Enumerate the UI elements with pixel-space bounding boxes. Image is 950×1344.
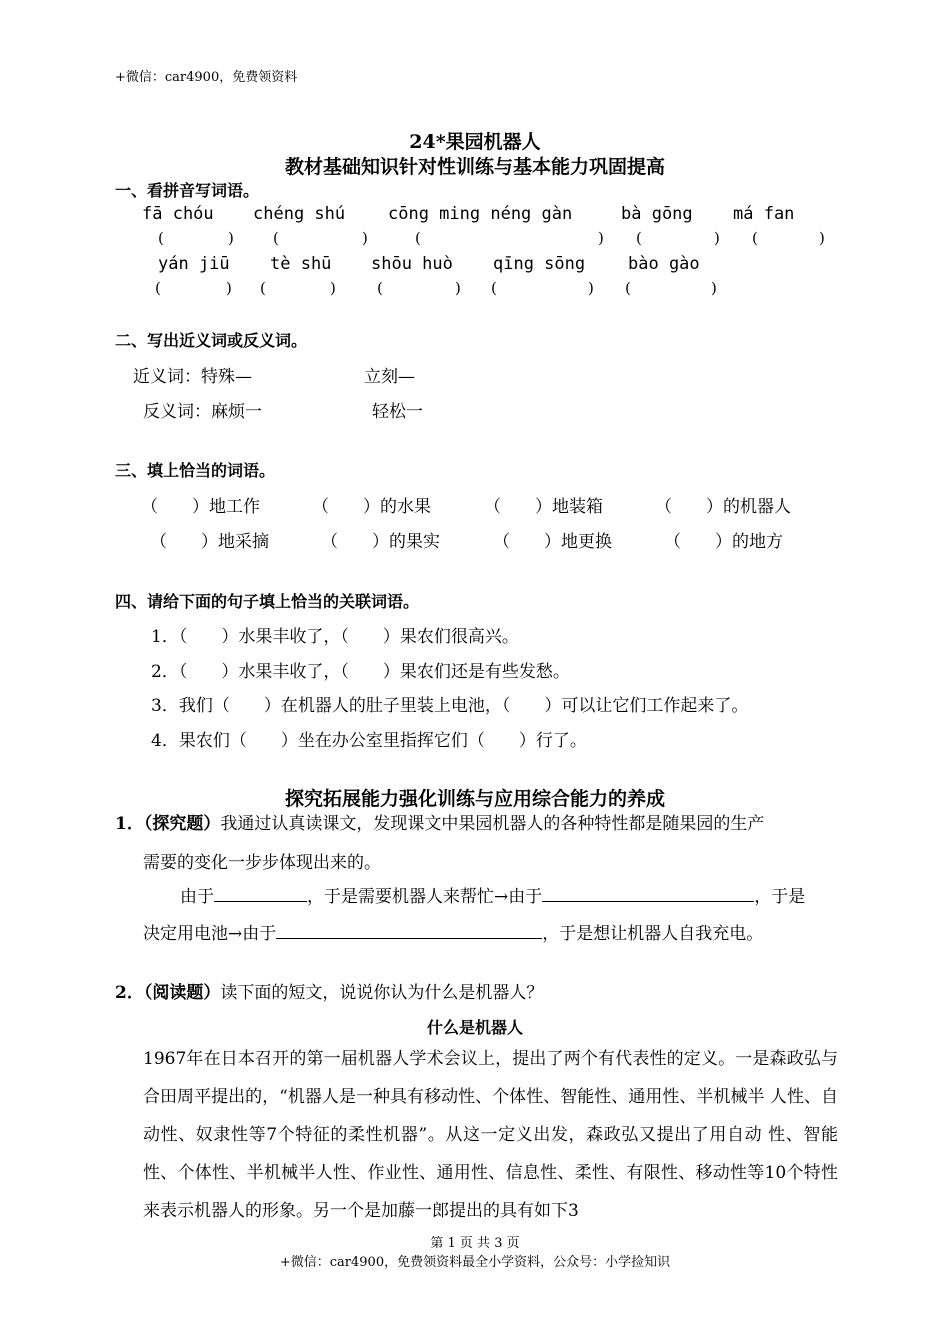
section-1-heading: 一、看拼音写词语。 xyxy=(115,181,260,200)
paren-open: ( xyxy=(491,279,497,297)
paren-open: ( xyxy=(636,229,642,247)
fill-item: （ ）地装箱 xyxy=(484,497,603,517)
antonym-word-2: 轻松一 xyxy=(372,402,423,422)
paren-open: ( xyxy=(625,279,631,297)
fill-item: （ ）地工作 xyxy=(141,497,260,517)
question-1-label: 1．（探究题） xyxy=(115,814,221,834)
paren-close: ) xyxy=(714,229,720,247)
part-2-title: 探究拓展能力强化训练与应用综合能力的养成 xyxy=(284,788,665,810)
question-1 xyxy=(115,809,764,834)
question-1-fill-line-2: 决定用电池→由于 ，于是想让机器人自我充电。 xyxy=(143,919,763,944)
answer-blank[interactable] xyxy=(214,883,307,902)
fill-item: （ ）地更换 xyxy=(493,532,612,552)
paren-open: ( xyxy=(415,229,421,247)
paren-close: ) xyxy=(226,279,232,297)
fill-item: （ ）的机器人 xyxy=(655,497,791,517)
page-title: 24*果园机器人 xyxy=(409,131,541,153)
question-2-text: 读下面的短文，说说你认为什么是机器人？ xyxy=(220,983,544,1003)
paren-open: ( xyxy=(158,229,164,247)
fill-item: （ ）地采摘 xyxy=(150,532,269,552)
pinyin-item: chéng shú xyxy=(253,204,346,224)
paren-close: ) xyxy=(588,279,594,297)
paren-close: ) xyxy=(819,229,825,247)
paren-open: ( xyxy=(273,229,279,247)
pinyin-item: bà gōng xyxy=(621,204,693,224)
paren-open: ( xyxy=(752,229,758,247)
header-note: +微信：car4900，免费领资料 xyxy=(115,70,298,85)
answer-blank[interactable] xyxy=(542,883,754,902)
pinyin-item: má fan xyxy=(733,204,795,224)
conjunction-item: 4．果农们（ ）坐在办公室里指挥它们（ ）行了。 xyxy=(151,731,587,751)
pinyin-item: tè shū xyxy=(270,254,332,274)
paren-close: ) xyxy=(711,279,717,297)
pinyin-item: yán jiū xyxy=(158,254,230,274)
fill-item: （ ）的果实 xyxy=(321,532,440,552)
answer-blank[interactable] xyxy=(276,920,542,939)
conjunction-item: 3．我们（ ）在机器人的肚子里装上电池，（ ）可以让它们工作起来了。 xyxy=(151,696,749,716)
fill-item: （ ）的水果 xyxy=(312,497,431,517)
paren-close: ) xyxy=(228,229,234,247)
page-number: 第 1 页 共 3 页 xyxy=(430,1236,520,1251)
fill-item: （ ）的地方 xyxy=(664,532,783,552)
pinyin-item: shōu huò xyxy=(371,254,453,274)
question-2-label: 2．（阅读题） xyxy=(115,983,221,1003)
paren-close: ) xyxy=(330,279,336,297)
question-1-text: 我通过认真读课文，发现课文中果园机器人的各种特性都是随果园的生产 xyxy=(220,814,765,834)
page-subtitle: 教材基础知识针对性训练与基本能力巩固提高 xyxy=(284,156,665,178)
paren-open: ( xyxy=(377,279,383,297)
pinyin-item: cōng ming néng gàn xyxy=(388,204,573,224)
conjunction-item: 2．（ ）水果丰收了，（ ）果农们还是有些发愁。 xyxy=(151,662,570,682)
synonym-word-2: 立刻— xyxy=(364,367,415,387)
section-4-heading: 四、请给下面的句子填上恰当的关联词语。 xyxy=(115,592,420,611)
paren-close: ) xyxy=(362,229,368,247)
question-1-fill-line: 由于 ，于是需要机器人来帮忙→由于 ，于是 xyxy=(180,882,805,907)
question-2 xyxy=(115,978,543,1003)
section-2-heading: 二、写出近义词或反义词。 xyxy=(115,331,308,350)
passage-title: 什么是机器人 xyxy=(426,1018,523,1037)
paren-open: ( xyxy=(155,279,161,297)
section-3-heading: 三、填上恰当的词语。 xyxy=(115,461,276,480)
paren-close: ) xyxy=(455,279,461,297)
paren-close: ) xyxy=(598,229,604,247)
synonym-line: 近义词：特殊— xyxy=(133,367,252,387)
paren-open: ( xyxy=(260,279,266,297)
pinyin-item: qīng sōng xyxy=(493,254,586,274)
conjunction-item: 1．（ ）水果丰收了，（ ）果农们很高兴。 xyxy=(151,627,519,647)
pinyin-item: fā chóu xyxy=(142,204,214,224)
pinyin-item: bào gào xyxy=(628,254,700,274)
passage-text: 1967年在日本召开的第一届机器人学术会议上，提出了两个有代表性的定义。一是森政弘与合田周平提出的，“机器人是一种具有移动性、个体性、智能性、通用性、半机械半 人性、自动性、奴隶性等7个特征的柔性机器”。从这一定义出发，森政弘又提出了用自动 性、智能性、个体性、半机械半人性、作业性、通用性、信息性、柔性、有限性、移动性等10个特性来表示机器人的形象。另一个是加藤一郎提出的具有如下3 xyxy=(143,1049,838,1221)
question-1-line-2: 需要的变化一步步体现出来的。 xyxy=(143,853,381,873)
footer-note: +微信：car4900，免费领资料最全小学资料，公众号：小学捡知识 xyxy=(279,1255,671,1270)
antonym-line: 反义词：麻烦一 xyxy=(143,402,262,422)
